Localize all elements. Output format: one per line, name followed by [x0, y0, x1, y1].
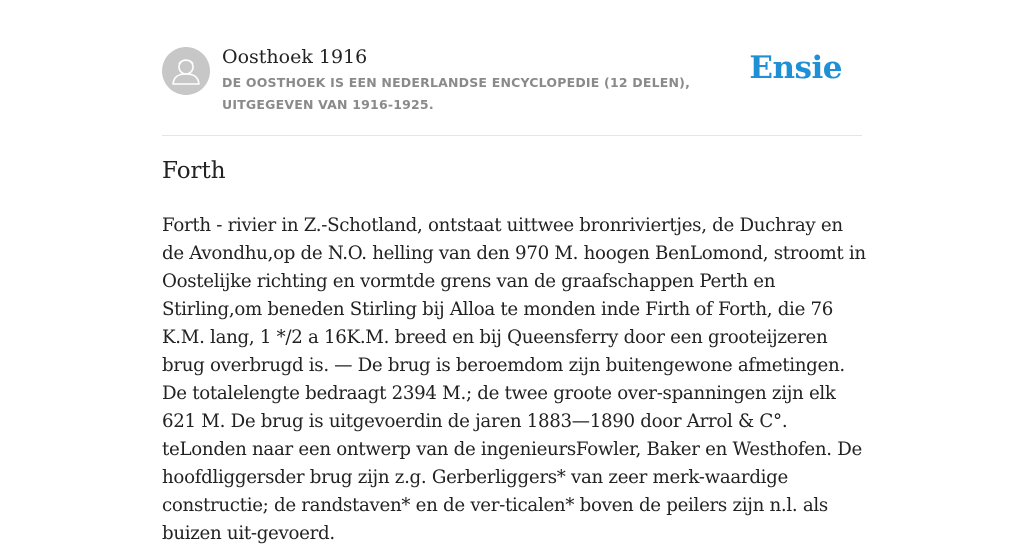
article-container [162, 0, 866, 544]
ensie-logo[interactable]: Ensie [749, 50, 842, 86]
entry-body: Forth - rivier in Z.-Schotland, ontstaat uittwee bronriviertjes, de Duchray en de Avondhu,op de N.O. helling van den 970 M. hoogen BenLomond, stroomt in Oostelijke richting en vormtde grens van de graafschappen Perth en Stirling,om beneden Stirling bij Alloa te monden inde Firth of Forth, die 76 K.M. lang, 1 */2 a 16K.M. breed en bij Queensferry door een grooteijzeren brug overbrugd is. — De brug is beroemdom zijn buitengewone afmetingen. De totalelengte bedraagt 2394 M.; de twee groote over-spanningen zijn elk 621 M. De brug is uitgevoerdin de jaren 1883—1890 door Arrol & C°. teLonden naar een ontwerp van de ingenieursFowler, Baker en Westhofen. De hoofdliggersder brug zijn z.g. Gerberliggers* van zeer merk-waardige constructie; de randstaven* en de ver-ticalen* boven de peilers zijn n.l. als buizen uit-gevoerd. [162, 215, 866, 544]
source-description: DE OOSTHOEK IS EEN NEDERLANDSE ENCYCLOPEDIE (12 DELEN), UITGEGEVEN VAN 1916-1925. [222, 75, 691, 112]
source-header [162, 0, 862, 136]
source-title[interactable]: Oosthoek 1916 [222, 46, 368, 68]
entry-title: Forth [162, 158, 226, 184]
user-silhouette-icon [162, 47, 210, 95]
user-avatar-icon[interactable] [162, 47, 210, 95]
